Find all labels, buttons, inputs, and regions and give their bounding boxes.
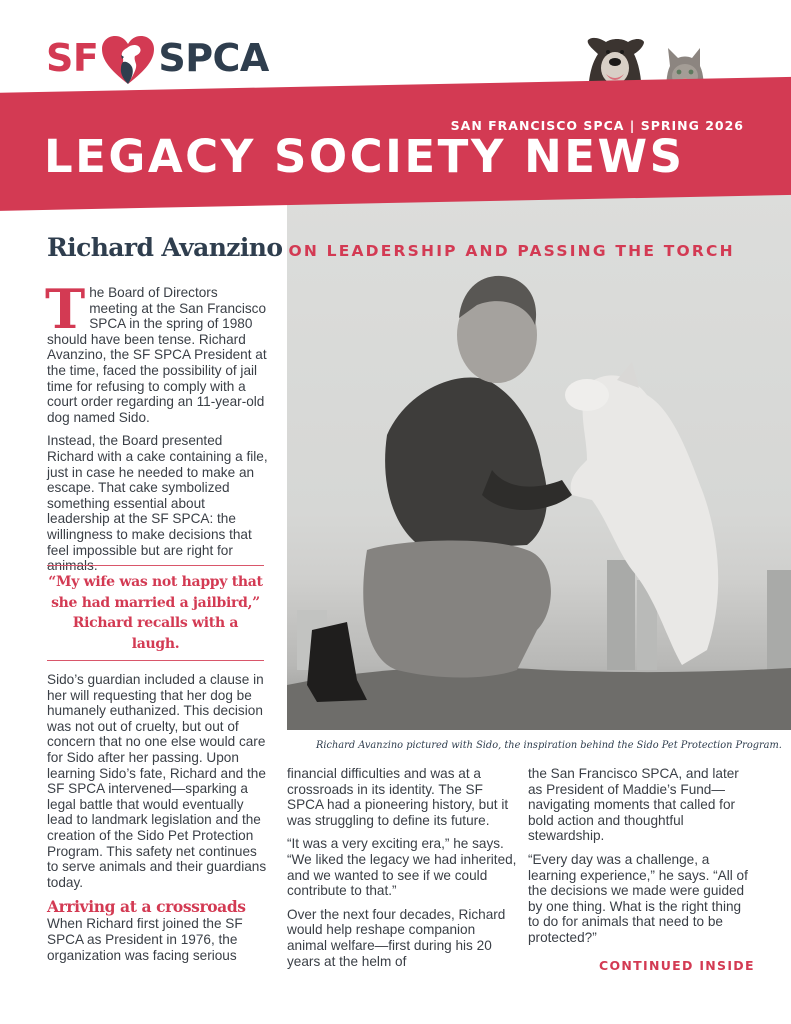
section-subhead: Arriving at a crossroads (47, 897, 246, 917)
headline-name: Richard Avanzino (47, 233, 283, 262)
masthead-title: LEGACY SOCIETY NEWS (44, 130, 685, 183)
logo-text-sf: SF (46, 36, 99, 80)
article-column-1-continued (47, 672, 269, 971)
paragraph (45, 277, 269, 425)
paragraph: Instead, the Board presented Richard with a cake containing a file, just in case he needed to make an escape. That cake symbolized something essential about leadership at the SF SPCA: the willingness to make decisions that feel impossible but are right for animals. (47, 433, 268, 574)
photo-caption: Richard Avanzino pictured with Sido, the inspiration behind the Sido Pet Protection Program. (316, 740, 782, 751)
paragraph: “Every day was a challenge, a learning experience,” he says. “All of the decisions we made were guided by one thing. What is the right thing to do for animals that need to be protected?” (528, 851, 748, 945)
paragraph: the San Francisco SPCA, and later as President of Maddie’s Fund—navigating moments that called for bold action and thoughtful stewardship. (528, 766, 739, 844)
drop-cap: T (45, 277, 86, 341)
photo-illustration (287, 190, 791, 730)
issue-line: SAN FRANCISCO SPCA | SPRING 2026 (450, 118, 744, 133)
paragraph: financial difficulties and was at a crossroads in its identity. The SF SPCA had a pioneering history, but it was struggling to define its future. (287, 766, 509, 828)
article-photo-richard-and-sido (287, 190, 791, 730)
paragraph: When Richard first joined the SF SPCA as President in 1976, the organization was facing serious (47, 916, 243, 963)
pull-quote (47, 565, 264, 661)
paragraph-text: he Board of Directors meeting at the San Francisco SPCA in the spring of 1980 should have been tense. Richard Avanzino, the SF SPCA President at the time, faced the possibility of jail time for refusing to comply with a court order regarding an 11-year-old dog named Sido. (47, 285, 267, 425)
article-column-2 (287, 766, 517, 977)
pull-quote-text: “My wife was not happy that she had married a jailbird,” Richard recalls with a laugh. (48, 574, 263, 652)
article-column-1 (45, 277, 269, 582)
paragraph: Sido’s guardian included a clause in her will requesting that her dog be humanely euthanized. This decision was not out of cruelty, but out of concern that no one else would care for Sido after her passing. Upon learning Sido’s fate, Richard and the SF SPCA intervened—sparking a legal battle that would eventually lead to landmark legislation and the creation of the Sido Pet Protection Program. This safety net continues to serve animals and their guardians today. (47, 672, 267, 890)
masthead-text-layer (0, 0, 791, 183)
article-headline (47, 233, 735, 262)
logo-text-spca: SPCA (158, 36, 269, 80)
continued-inside-label: CONTINUED INSIDE (599, 958, 755, 973)
paragraph: Over the next four decades, Richard would help reshape companion animal welfare—first during his 20 years at the helm of (287, 906, 506, 969)
article-column-3 (528, 766, 753, 954)
paragraph: “It was a very exciting era,” he says. “We liked the legacy we had inherited, and we wanted to see if we could contribute to that.” (287, 836, 517, 899)
headline-subtitle: ON LEADERSHIP AND PASSING THE TORCH (288, 242, 735, 260)
